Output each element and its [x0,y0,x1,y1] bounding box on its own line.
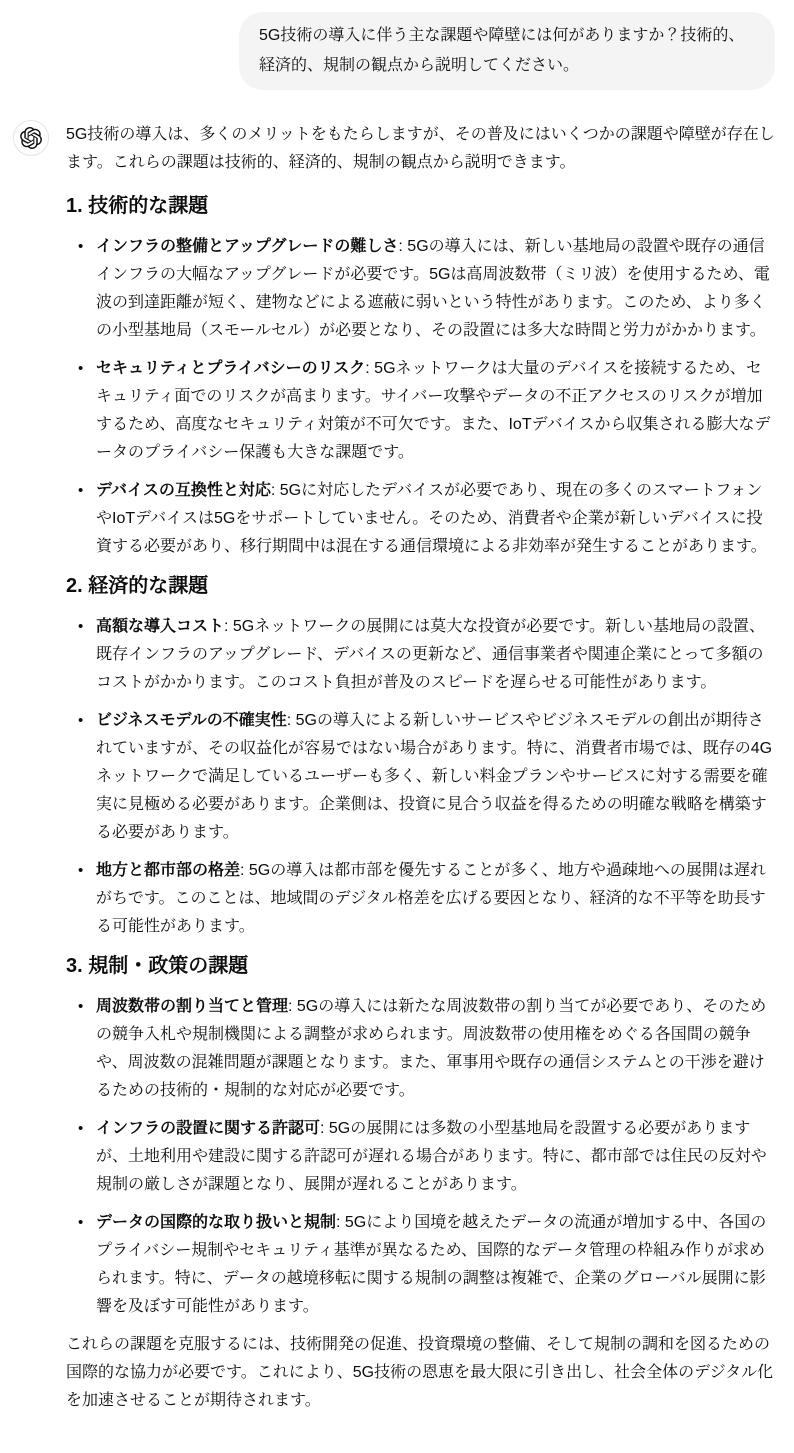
bullet-text: : 5Gの導入には新たな周波数帯の割り当てが必要であり、そのための競争入札や規制機関による調整が求められます。周波数帯の使用権をめぐる各国間の競争や、周波数の混雑問題が課題となります。また、軍事用や既存の通信システムとの干渉を避けるための技術的・規制的な対応が必要です。 [96,998,767,1099]
bullet-text: : 5Gにより国境を越えたデータの流通が増加する中、各国のプライバシー規制やセキュリティ基準が異なるため、国際的なデータ管理の枠組み作りが求められます。特に、データの越境移転に関する規制の調整は複雑で、企業のグローバル展開に影響を及ぼす可能性があります。 [96,1214,767,1315]
bullet-list-regulatory [66,993,775,1321]
section-heading-regulatory: 3. 規制・政策の課題 [66,955,249,977]
openai-logo-icon [20,127,42,149]
bullet-label: セキュリティとプライバシーのリスク [96,360,366,377]
bullet-text: : 5Gの導入による新しいサービスやビジネスモデルの創出が期待されていますが、その収益化が容易ではない場合があります。特に、消費者市場では、既存の4Gネットワークで満足しているユーザーも多く、新しい料金プランやサービスに対する需要を確実に見極める必要があります。企業側は、投資に見合う収益を得るための明確な戦略を構築する必要があります。 [96,712,773,841]
bullet-label: 高額な導入コスト [96,618,225,635]
bullet-label: 周波数帯の割り当てと管理 [96,998,289,1015]
user-message-row [0,0,794,90]
closing-paragraph: これらの課題を克服するには、技術開発の促進、投資環境の整備、そして規制の調和を図るための国際的な協力が必要です。これにより、5G技術の恩恵を最大限に引き出し、社会全体のデジタル化を加速させることが期待されます。 [66,1336,774,1409]
section-heading-economic: 2. 経済的な課題 [66,575,209,597]
bullet-text: : 5Gの導入は都市部を優先することが多く、地方や過疎地への展開は遅れがちです。このことは、地域間のデジタル格差を広げる要因となり、経済的な不平等を助長する可能性があります。 [96,862,766,935]
bullet-label: データの国際的な取り扱いと規制 [96,1214,337,1231]
list-item [96,477,775,561]
bullet-text: : 5Gネットワークは大量のデバイスを接続するため、セキュリティ面でのリスクが高まります。サイバー攻撃やデータの不正アクセスのリスクが増加するため、高度なセキュリティ対策が不可欠です。また、IoTデバイスから収集される膨大なデータのプライバシー保護も大きな課題です。 [96,360,771,461]
assistant-message-row [0,90,794,1453]
list-item [96,993,775,1105]
bullet-list-technical [66,233,775,561]
bullet-text: : 5Gの展開には多数の小型基地局を設置する必要がありますが、土地利用や建設に関する許認可が遅れる場合があります。特に、都市部では住民の反対や規制の厳しさが課題となり、展開が遅れることがあります。 [96,1120,767,1193]
list-item [96,1115,775,1199]
bullet-label: 地方と都市部の格差 [96,862,241,879]
list-item [96,707,775,847]
bullet-text: : 5Gの導入には、新しい基地局の設置や既存の通信インフラの大幅なアップグレードが必要です。5Gは高周波数帯（ミリ波）を使用するため、電波の到達距離が短く、建物などによる遮蔽に弱いという特性があります。このため、より多くの小型基地局（スモールセル）が必要となり、その設置には多大な時間と労力がかかります。 [96,238,770,339]
list-item [96,1209,775,1321]
bullet-label: インフラの整備とアップグレードの難しさ [96,238,399,255]
bullet-text: : 5Gに対応したデバイスが必要であり、現在の多くのスマートフォンやIoTデバイスは5Gをサポートしていません。そのため、消費者や企業が新しいデバイスに投資する必要があり、移行期間中は混在する通信環境による非効率が発生することがあります。 [96,482,767,555]
list-item [96,233,775,345]
bullet-label: ビジネスモデルの不確実性 [96,712,287,729]
bullet-list-economic [66,613,775,941]
assistant-message-content [66,118,775,1429]
list-item [96,613,775,697]
intro-paragraph: 5G技術の導入は、多くのメリットをもたらしますが、その普及にはいくつかの課題や障壁が存在します。これらの課題は技術的、経済的、規制の観点から説明できます。 [66,126,775,171]
list-item [96,857,775,941]
bullet-label: インフラの設置に関する許認可 [96,1120,321,1137]
bullet-label: デバイスの互換性と対応 [96,482,271,499]
assistant-avatar [13,120,49,156]
user-message-bubble: 5G技術の導入に伴う主な課題や障壁には何がありますか？技術的、経済的、規制の観点から説明してください。 [239,12,775,90]
bullet-text: : 5Gネットワークの展開には莫大な投資が必要です。新しい基地局の設置、既存インフラのアップグレード、デバイスの更新など、通信事業者や関連企業にとって多額のコストがかかります。このコスト負担が普及のスピードを遅らせる可能性があります。 [96,618,765,691]
section-heading-technical: 1. 技術的な課題 [66,195,209,217]
list-item [96,355,775,467]
